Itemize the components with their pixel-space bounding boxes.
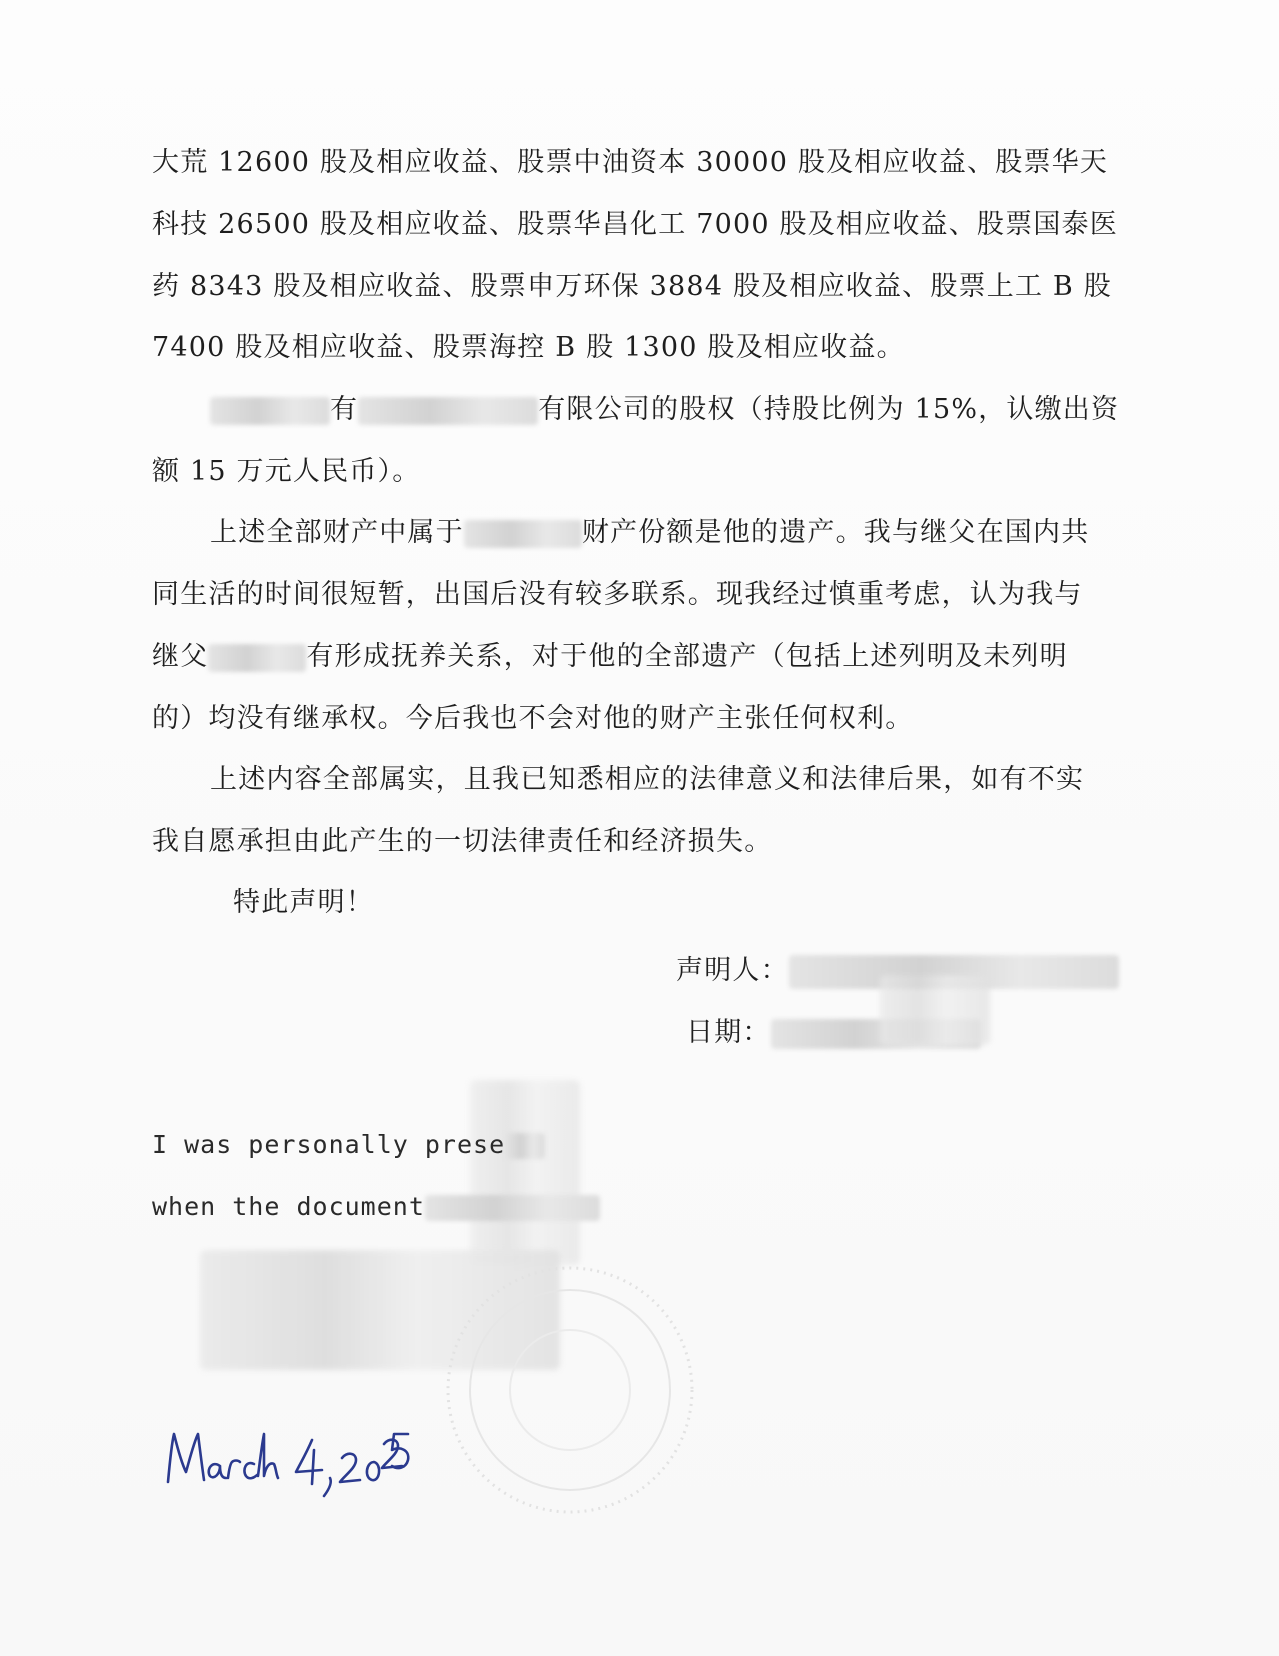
inheritance-line-4: 的）均没有继承权。今后我也不会对他的财产主张任何权利。 xyxy=(152,703,914,734)
handwritten-date xyxy=(162,1420,412,1510)
inheritance-text-a: 上述全部财产中属于 xyxy=(210,517,464,548)
equity-line-2: 额 15 万元人民币）。 xyxy=(152,456,421,487)
stock-line-4: 7400 股及相应收益、股票海控 B 股 1300 股及相应收益。 xyxy=(152,332,905,363)
truth-line-2: 我自愿承担由此产生的一切法律责任和经济损失。 xyxy=(152,826,773,857)
equity-text-b: 有限公司的股权（持股比例为 15%，认缴出资 xyxy=(538,394,1120,425)
closing-text: 特此声明！ xyxy=(233,887,374,918)
embossed-seal xyxy=(440,1260,700,1524)
redaction xyxy=(505,1133,545,1159)
date-label: 日期： xyxy=(686,1017,771,1048)
truth-line-1: 上述内容全部属实，且我已知悉相应的法律意义和法律后果，如有不实 xyxy=(210,764,1085,795)
notary-text-1: I was personally prese xyxy=(152,1130,506,1159)
notary-line-2 xyxy=(152,1192,600,1221)
inheritance-text-d: 有形成抚养关系，对于他的全部遗产（包括上述列明及未列明 xyxy=(306,641,1068,672)
notary-text-2: when the document xyxy=(152,1192,425,1221)
redaction xyxy=(358,397,538,425)
redaction xyxy=(470,1080,580,1265)
redaction xyxy=(208,644,306,672)
stock-line-1: 大荒 12600 股及相应收益、股票中油资本 30000 股及相应收益、股票华天 xyxy=(152,147,1109,178)
stock-line-2: 科技 26500 股及相应收益、股票华昌化工 7000 股及相应收益、股票国泰医 xyxy=(152,209,1118,240)
stock-line-3: 药 8343 股及相应收益、股票申万环保 3884 股及相应收益、股票上工 B 股 xyxy=(152,271,1112,302)
redaction xyxy=(210,397,330,425)
inheritance-line-3 xyxy=(152,640,1068,674)
inheritance-line-1 xyxy=(210,516,1089,550)
equity-line-1 xyxy=(210,393,1119,427)
declarant-label: 声明人： xyxy=(676,955,789,986)
redaction xyxy=(464,520,582,548)
redaction xyxy=(425,1195,600,1221)
redaction xyxy=(880,975,990,1045)
inheritance-text-c: 继父 xyxy=(152,641,209,672)
notary-line-1 xyxy=(152,1130,545,1159)
inheritance-text-b: 财产份额是他的遗产。我与继父在国内共 xyxy=(581,517,1090,548)
equity-text-a: 有 xyxy=(330,394,359,425)
inheritance-line-2: 同生活的时间很短暂，出国后没有较多联系。现我经过慎重考虑，认为我与 xyxy=(152,579,1083,610)
